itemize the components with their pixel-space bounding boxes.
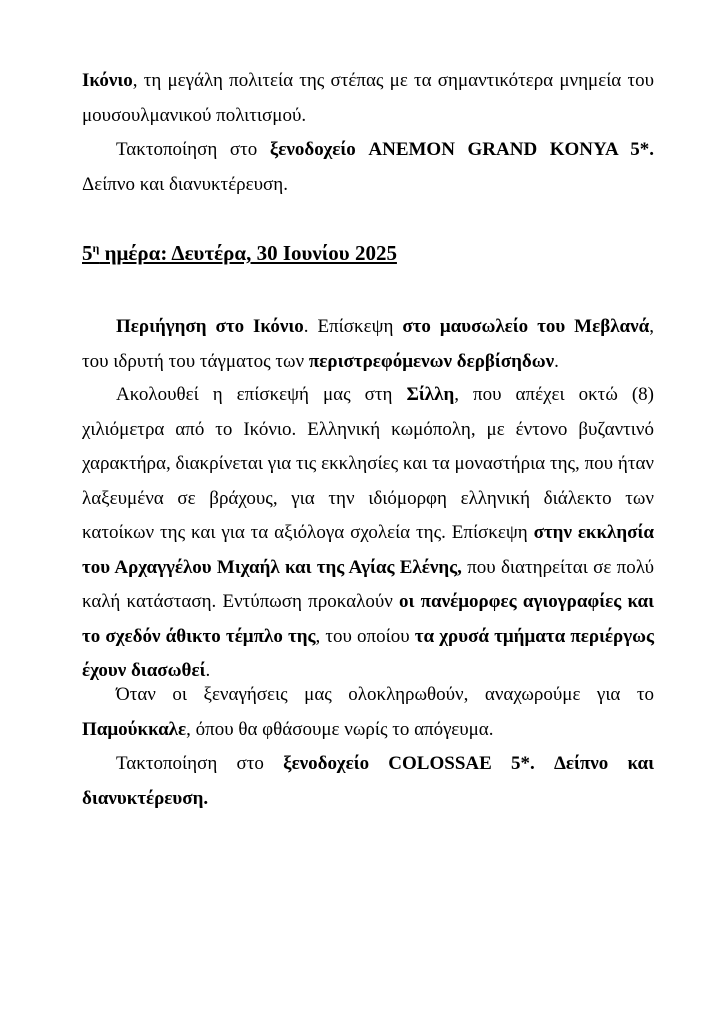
text-span [535, 753, 554, 774]
day-number: 5 [82, 241, 93, 265]
dinner-overnight: Δείπνο και διανυκτέρευση. [82, 753, 654, 809]
text-span: . Επίσκεψη [303, 316, 403, 337]
text-span: , του οποίου [315, 625, 415, 647]
text-span: . [205, 660, 211, 681]
day-date: ημέρα: Δευτέρα, 30 Ιουνίου 2025 [99, 241, 397, 265]
konya-tour-bold: Περιήγηση στο Ικόνιο [116, 316, 304, 337]
mevlana-mausoleum: στο μαυσωλείο του Μεβλανά [402, 316, 650, 337]
text-span: Δείπνο και διανυκτέρευση. [82, 173, 288, 195]
text-span: . [554, 350, 559, 372]
text-span: , τη μεγάλη πολιτεία της στέπας με τα σημαντικότερα μνημεία του μουσουλμανικού πολιτισμού. [82, 70, 654, 126]
frescoes-iconostasis: οι πανέμορφες αγιογραφίες και το σχεδόν άθικτο τέμπλο της [82, 591, 654, 647]
place-sille: Σίλλη [406, 384, 455, 405]
paragraph-konya-tour [82, 310, 654, 379]
ordinal-suffix: η [92, 241, 100, 255]
text-span: που διατηρείται σε πολύ καλή κατάσταση. Εντύπωση προκαλούν [82, 556, 654, 612]
paragraph-sille [82, 378, 654, 689]
place-pamukkale: Παμούκκαλε [82, 718, 187, 740]
day-5-heading [82, 239, 397, 267]
place-konya: Ικόνιο [82, 70, 133, 91]
text-span: , όπου θα φθάσουμε νωρίς το απόγευμα. [186, 718, 494, 740]
text-span: Ακολουθεί η επίσκεψή μας στη [116, 384, 407, 405]
paragraph-konya-intro [82, 64, 654, 133]
whirling-dervishes: περιστρεφόμενων δερβίσηδων [308, 350, 555, 372]
paragraph-hotel-colossae [82, 747, 654, 816]
hotel-anemon-name: ξενοδοχείο ANEMON GRAND KONYA 5*. [269, 139, 654, 160]
text-span: Τακτοποίηση στο [116, 753, 284, 774]
text-span: Όταν οι ξεναγήσεις μας ολοκληρωθούν, αναχωρούμε για το [116, 684, 654, 705]
church-archangel-michael: στην εκκλησία του Αρχαγγέλου Μιχαήλ και της Αγίας Ελένης, [82, 522, 654, 578]
golden-parts: τα χρυσά τμήματα περιέργως έχουν διασωθεί [82, 625, 654, 681]
hotel-colossae-name: ξενοδοχείο COLOSSAE 5*. [283, 753, 535, 774]
text-span: , που απέχει οκτώ (8) χιλιόμετρα από το Ικόνιο. Ελληνική κωμόπολη, με έντονο βυζαντινό χαρακτήρα, διακρίνεται για τις εκκλησίες και τα μοναστήρια της, που ήταν λαξευμένα σε βράχους, για την ιδιόμορφη ελληνική διάλεκτο των κατοίκων της και για τα αξιόλογα σχολεία της. Επίσκεψη [82, 384, 654, 543]
paragraph-pamukkale [82, 678, 654, 747]
paragraph-hotel-anemon [82, 133, 654, 202]
text-span: , του ιδρυτή του τάγματος των [82, 316, 654, 372]
text-span: Τακτοποίηση στο [116, 139, 270, 160]
